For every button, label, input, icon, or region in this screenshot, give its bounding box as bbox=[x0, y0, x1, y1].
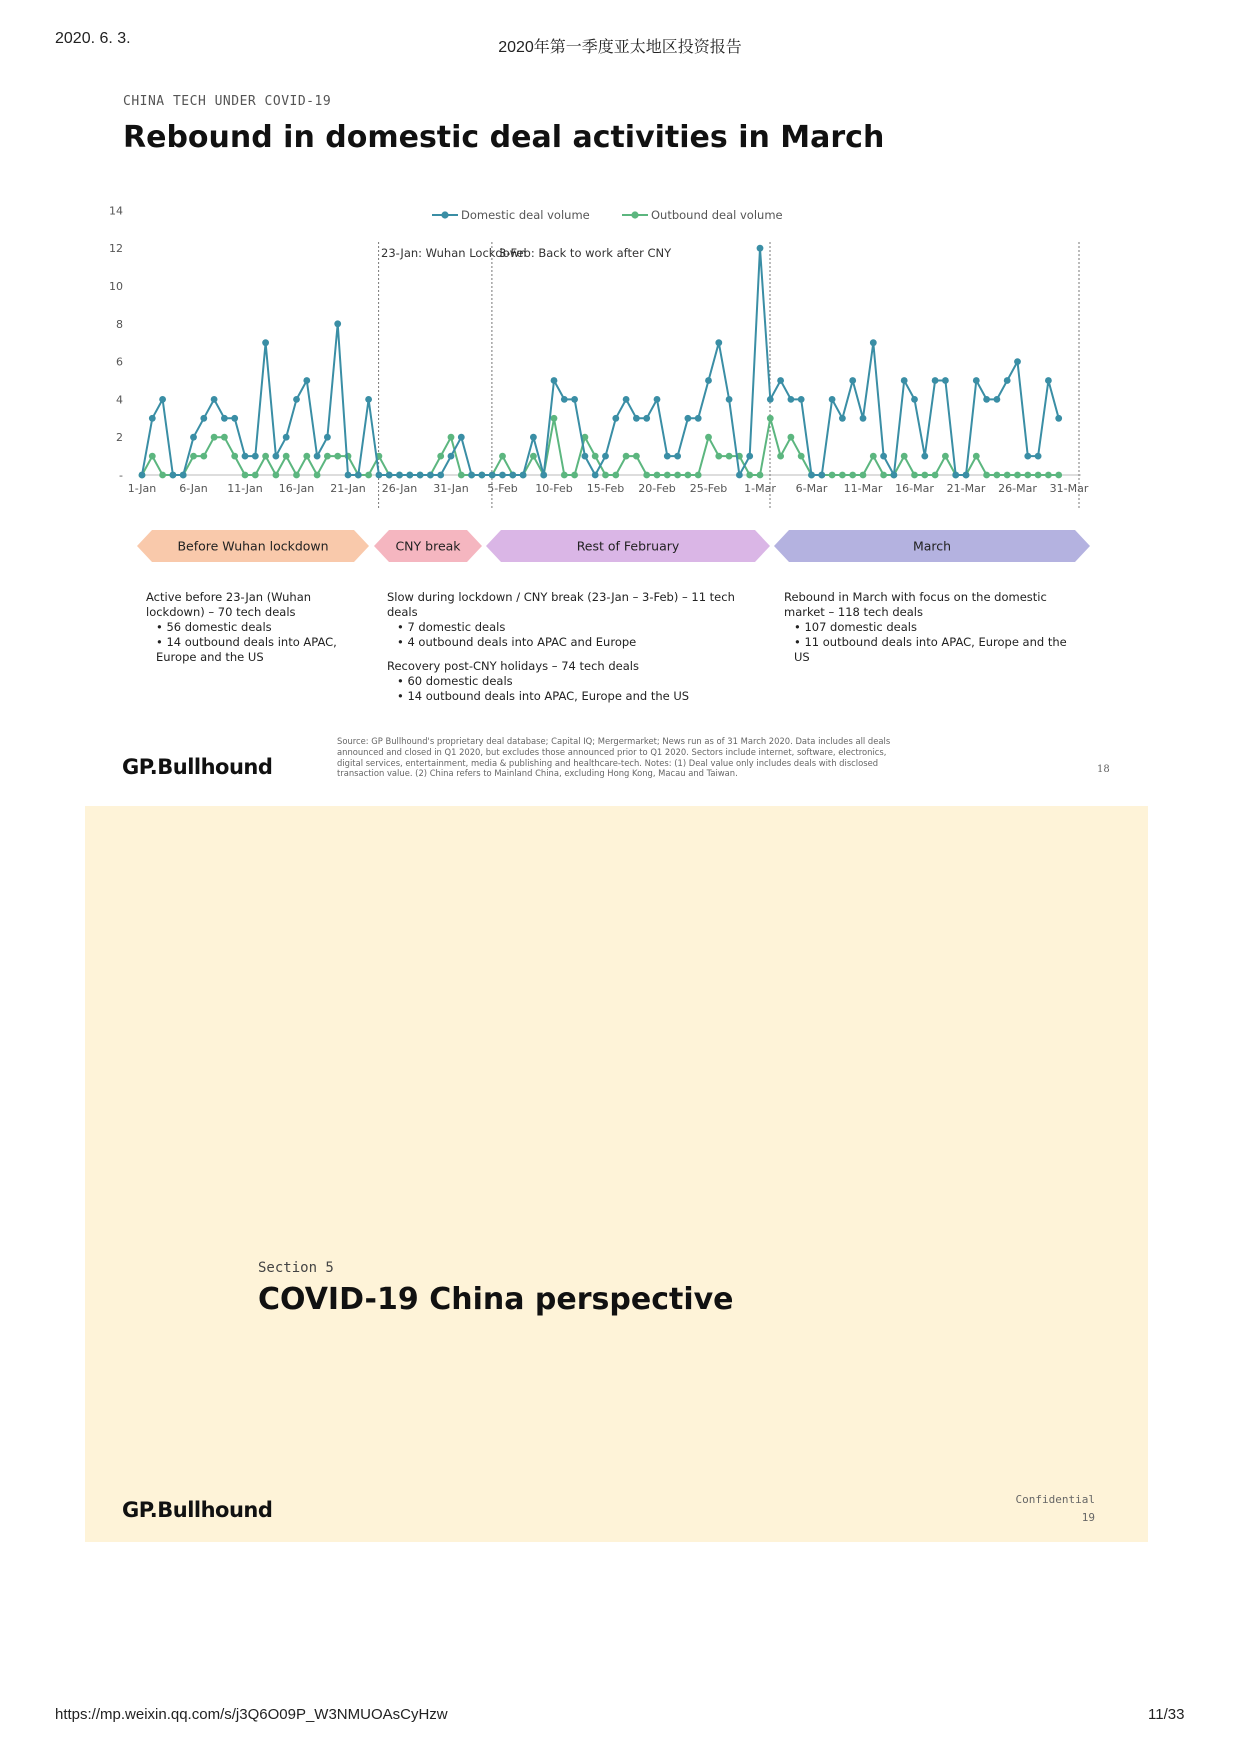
series-point bbox=[273, 453, 280, 460]
series-point bbox=[685, 472, 692, 479]
series-point bbox=[334, 453, 341, 460]
series-point bbox=[427, 472, 434, 479]
gp-bullhound-logo: GP.Bullhound bbox=[122, 1498, 273, 1522]
series-point bbox=[818, 472, 825, 479]
series-point bbox=[612, 472, 619, 479]
series-point bbox=[324, 434, 331, 441]
series-point bbox=[942, 453, 949, 460]
series-point bbox=[190, 453, 197, 460]
series-point bbox=[932, 472, 939, 479]
slide-kicker: CHINA TECH UNDER COVID-19 bbox=[123, 94, 332, 109]
notes-col1-bullet: • 14 outbound deals into APAC, Europe and the US bbox=[156, 635, 356, 665]
series-point bbox=[715, 453, 722, 460]
x-tick-label: 31-Jan bbox=[433, 482, 469, 495]
series-point bbox=[891, 472, 898, 479]
series-point bbox=[499, 472, 506, 479]
y-tick-label: 2 bbox=[116, 431, 123, 445]
series-point bbox=[674, 472, 681, 479]
phase-label: Rest of February bbox=[576, 538, 680, 554]
period-divider-lines bbox=[379, 242, 1079, 510]
series-point bbox=[788, 434, 795, 441]
annotation-back-to-work: 3-Feb: Back to work after CNY bbox=[499, 246, 672, 260]
series-point bbox=[798, 396, 805, 403]
series-point bbox=[458, 472, 465, 479]
phase-label: Before Wuhan lockdown bbox=[177, 538, 329, 554]
series-point bbox=[1045, 377, 1052, 384]
y-tick-label: 8 bbox=[116, 317, 123, 331]
series-point bbox=[582, 453, 589, 460]
series-point bbox=[509, 472, 516, 479]
series-point bbox=[901, 453, 908, 460]
series-point bbox=[726, 396, 733, 403]
series-point bbox=[829, 472, 836, 479]
series-point bbox=[592, 453, 599, 460]
series-point bbox=[685, 415, 692, 422]
series-point bbox=[406, 472, 413, 479]
series-point bbox=[324, 453, 331, 460]
series-point bbox=[921, 453, 928, 460]
x-tick-label: 11-Jan bbox=[227, 482, 263, 495]
phase-label: CNY break bbox=[395, 538, 461, 554]
notes-col1-head: Active before 23-Jan (Wuhan lockdown) – 70 tech deals bbox=[146, 590, 312, 619]
series-point bbox=[664, 453, 671, 460]
series-point bbox=[932, 377, 939, 384]
series-point bbox=[180, 472, 187, 479]
series-point bbox=[1024, 453, 1031, 460]
document-title: 2020年第一季度亚太地区投资报告 bbox=[498, 39, 742, 56]
series-point bbox=[746, 472, 753, 479]
series-point bbox=[705, 377, 712, 384]
series-point bbox=[1045, 472, 1052, 479]
series-point bbox=[911, 396, 918, 403]
series-point bbox=[860, 472, 867, 479]
series-point bbox=[314, 453, 321, 460]
series-point bbox=[262, 453, 269, 460]
series-point bbox=[561, 396, 568, 403]
section-title: COVID-19 China perspective bbox=[258, 1282, 734, 1317]
chart-legend bbox=[432, 208, 783, 222]
series-point bbox=[200, 453, 207, 460]
series-point bbox=[231, 415, 238, 422]
notes-before-lockdown bbox=[146, 590, 356, 665]
notes-col2-bullet2: • 14 outbound deals into APAC, Europe and the US bbox=[397, 689, 762, 704]
series-point bbox=[231, 453, 238, 460]
x-tick-label: 6-Jan bbox=[179, 482, 208, 495]
series-point bbox=[530, 434, 537, 441]
series-point bbox=[654, 472, 661, 479]
series-point bbox=[273, 472, 280, 479]
series-point bbox=[777, 453, 784, 460]
series-point bbox=[190, 434, 197, 441]
series-point bbox=[592, 472, 599, 479]
series-point bbox=[870, 339, 877, 346]
legend-domestic-label: Domestic deal volume bbox=[461, 208, 590, 222]
series-point bbox=[973, 377, 980, 384]
series-point bbox=[293, 472, 300, 479]
series-point bbox=[448, 453, 455, 460]
y-tick-label: 12 bbox=[109, 242, 123, 256]
series-point bbox=[530, 453, 537, 460]
series-point bbox=[540, 472, 547, 479]
series-point bbox=[674, 453, 681, 460]
series-point bbox=[849, 472, 856, 479]
series-point bbox=[283, 434, 290, 441]
series-point bbox=[695, 472, 702, 479]
series-line bbox=[142, 248, 1059, 475]
series-point bbox=[437, 453, 444, 460]
series-point bbox=[479, 472, 486, 479]
series-point bbox=[612, 415, 619, 422]
series-point bbox=[262, 339, 269, 346]
page-number: 18 bbox=[1097, 764, 1110, 775]
series-point bbox=[994, 472, 1001, 479]
series-point bbox=[839, 472, 846, 479]
series-point bbox=[365, 472, 372, 479]
x-tick-label: 10-Feb bbox=[535, 482, 573, 495]
series-point bbox=[973, 453, 980, 460]
section-divider-slide bbox=[85, 806, 1148, 1542]
series-point bbox=[252, 453, 259, 460]
series-point bbox=[602, 472, 609, 479]
series-point bbox=[303, 453, 310, 460]
series-point bbox=[664, 472, 671, 479]
chart-series bbox=[139, 245, 1063, 479]
series-point bbox=[159, 472, 166, 479]
confidential-label: Confidential bbox=[1015, 1493, 1095, 1506]
x-tick-label: 26-Mar bbox=[998, 482, 1037, 495]
series-point bbox=[757, 472, 764, 479]
series-point bbox=[726, 453, 733, 460]
x-tick-label: 21-Mar bbox=[946, 482, 986, 495]
series-point bbox=[860, 415, 867, 422]
legend-domestic-marker bbox=[441, 211, 448, 218]
series-point bbox=[242, 453, 249, 460]
series-point bbox=[1055, 472, 1062, 479]
series-point bbox=[252, 472, 259, 479]
notes-col2-bullet2: • 60 domestic deals bbox=[397, 674, 762, 689]
series-point bbox=[808, 472, 815, 479]
x-tick-label: 21-Jan bbox=[330, 482, 366, 495]
x-tick-label: 25-Feb bbox=[689, 482, 728, 495]
series-point bbox=[1024, 472, 1031, 479]
x-tick-label: 6-Mar bbox=[795, 482, 828, 495]
series-point bbox=[211, 434, 218, 441]
series-point bbox=[334, 320, 341, 327]
series-point bbox=[520, 472, 527, 479]
series-point bbox=[767, 415, 774, 422]
series-point bbox=[283, 453, 290, 460]
print-page-count: 11/33 bbox=[1148, 1706, 1185, 1723]
series-point bbox=[458, 434, 465, 441]
series-point bbox=[448, 434, 455, 441]
series-point bbox=[242, 472, 249, 479]
series-point bbox=[489, 472, 496, 479]
series-point bbox=[149, 415, 156, 422]
series-point bbox=[994, 396, 1001, 403]
notes-col2-head: Slow during lockdown / CNY break (23-Jan – 3-Feb) – 11 tech deals bbox=[387, 590, 735, 619]
series-point bbox=[221, 434, 228, 441]
series-point bbox=[1014, 358, 1021, 365]
notes-col3-head: Rebound in March with focus on the domestic market – 118 tech deals bbox=[784, 590, 1047, 619]
series-point bbox=[777, 377, 784, 384]
series-point bbox=[355, 472, 362, 479]
series-point bbox=[911, 472, 918, 479]
x-tick-label: 31-Mar bbox=[1049, 482, 1089, 495]
series-point bbox=[623, 396, 630, 403]
x-tick-label: 16-Jan bbox=[278, 482, 315, 495]
series-point bbox=[963, 472, 970, 479]
series-point bbox=[870, 453, 877, 460]
series-point bbox=[314, 472, 321, 479]
series-point bbox=[417, 472, 424, 479]
print-date: 2020. 6. 3. bbox=[55, 30, 131, 47]
series-point bbox=[705, 434, 712, 441]
series-point bbox=[901, 377, 908, 384]
series-point bbox=[1035, 453, 1042, 460]
x-tick-label: 1-Jan bbox=[127, 482, 157, 495]
annotation-wuhan-lockdown: 23-Jan: Wuhan Lockdown bbox=[381, 246, 527, 260]
series-point bbox=[829, 396, 836, 403]
notes-col3-bullet: • 11 outbound deals into APAC, Europe and the US bbox=[794, 635, 1074, 665]
slide-title: Rebound in domestic deal activities in March bbox=[123, 120, 885, 155]
series-point bbox=[736, 472, 743, 479]
series-point bbox=[602, 453, 609, 460]
series-point bbox=[396, 472, 403, 479]
series-point bbox=[345, 472, 352, 479]
series-point bbox=[983, 396, 990, 403]
series-point bbox=[643, 415, 650, 422]
notes-cny-break bbox=[387, 590, 762, 704]
x-tick-label: 26-Jan bbox=[381, 482, 418, 495]
series-point bbox=[715, 339, 722, 346]
page-url: https://mp.weixin.qq.com/s/j3Q6O09P_W3NMUOAsCyHzw bbox=[55, 1706, 448, 1723]
series-point bbox=[386, 472, 393, 479]
source-note: Source: GP Bullhound's proprietary deal database; Capital IQ; Mergermarket; News run as of 31 March 2020. Data includes all deals announced and closed in Q1 2020, but excludes those announced prior to Q1 2020. Sectors include internet, software, electronics, digital services, entertainment, media & publishing and healthcare-tech. Notes: (1) Deal value only includes deals with disclosed transaction value. (2) China refers to Mainland China, excluding Hong Kong, Macau and Taiwan. bbox=[337, 736, 891, 779]
series-point bbox=[293, 396, 300, 403]
x-tick-label: 1-Mar bbox=[744, 482, 776, 495]
notes-col2-bullet: • 7 domestic deals bbox=[397, 620, 762, 635]
y-tick-label: 14 bbox=[109, 204, 123, 218]
series-point bbox=[1004, 472, 1011, 479]
series-point bbox=[633, 415, 640, 422]
series-point bbox=[303, 377, 310, 384]
series-point bbox=[654, 396, 661, 403]
series-point bbox=[798, 453, 805, 460]
series-point bbox=[1035, 472, 1042, 479]
series-point bbox=[170, 472, 177, 479]
series-point bbox=[1004, 377, 1011, 384]
series-point bbox=[499, 453, 506, 460]
series-point bbox=[880, 472, 887, 479]
page-number: 19 bbox=[1081, 1511, 1095, 1524]
gp-bullhound-logo: GP.Bullhound bbox=[122, 755, 273, 779]
series-point bbox=[788, 396, 795, 403]
legend-outbound-marker bbox=[631, 211, 638, 218]
series-point bbox=[921, 472, 928, 479]
series-point bbox=[221, 415, 228, 422]
section-kicker: Section 5 bbox=[258, 1260, 334, 1276]
series-point bbox=[767, 396, 774, 403]
y-tick-label: 4 bbox=[116, 393, 123, 407]
series-point bbox=[1055, 415, 1062, 422]
series-point bbox=[1014, 472, 1021, 479]
series-point bbox=[839, 415, 846, 422]
series-point bbox=[643, 472, 650, 479]
notes-march bbox=[784, 590, 1074, 665]
series-point bbox=[757, 245, 764, 252]
series-point bbox=[849, 377, 856, 384]
series-point bbox=[571, 396, 578, 403]
series-point bbox=[623, 453, 630, 460]
series-point bbox=[139, 472, 146, 479]
series-point bbox=[365, 396, 372, 403]
series-point bbox=[200, 415, 207, 422]
series-point bbox=[880, 453, 887, 460]
x-tick-label: 5-Feb bbox=[487, 482, 518, 495]
series-point bbox=[551, 415, 558, 422]
x-tick-label: 20-Feb bbox=[638, 482, 676, 495]
series-point bbox=[551, 377, 558, 384]
notes-col3-bullet: • 107 domestic deals bbox=[794, 620, 1074, 635]
series-point bbox=[942, 377, 949, 384]
x-tick-label: 16-Mar bbox=[895, 482, 934, 495]
notes-col1-bullet: • 56 domestic deals bbox=[156, 620, 356, 635]
series-point bbox=[376, 472, 383, 479]
series-point bbox=[695, 415, 702, 422]
series-point bbox=[468, 472, 475, 479]
x-tick-label: 11-Mar bbox=[843, 482, 883, 495]
legend-outbound-label: Outbound deal volume bbox=[651, 208, 783, 222]
series-point bbox=[633, 453, 640, 460]
series-point bbox=[983, 472, 990, 479]
phase-label: March bbox=[912, 538, 952, 554]
notes-col2-head2: Recovery post-CNY holidays – 74 tech deals bbox=[387, 659, 639, 673]
series-point bbox=[952, 472, 959, 479]
y-tick-label: - bbox=[119, 469, 123, 482]
series-point bbox=[561, 472, 568, 479]
x-tick-label: 15-Feb bbox=[586, 482, 625, 495]
y-tick-label: 10 bbox=[109, 280, 123, 293]
series-point bbox=[159, 396, 166, 403]
series-point bbox=[211, 396, 218, 403]
series-point bbox=[437, 472, 444, 479]
chart-annotations bbox=[381, 246, 672, 260]
series-point bbox=[746, 453, 753, 460]
notes-col2-bullet: • 4 outbound deals into APAC and Europe bbox=[397, 635, 762, 650]
y-tick-label: 6 bbox=[116, 355, 123, 369]
series-point bbox=[149, 453, 156, 460]
phase-timeline bbox=[137, 530, 1090, 562]
series-point bbox=[571, 472, 578, 479]
